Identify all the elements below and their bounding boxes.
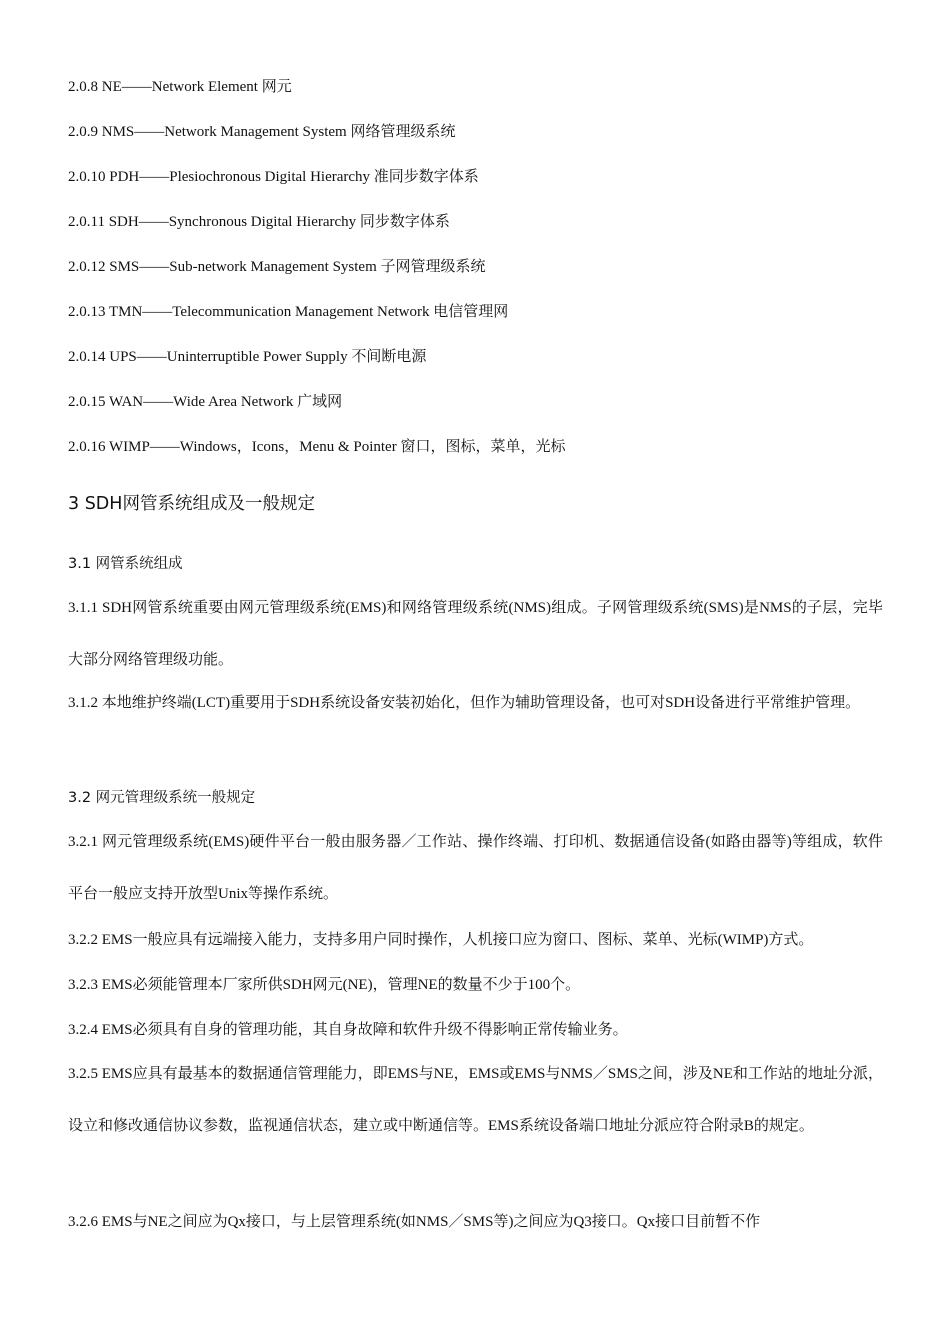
paragraph-3-1-2: 3.1.2 本地维护终端(LCT)重要用于SDH系统设备安装初始化，但作为辅助管理设备，也可对SDH设备进行平常维护管理。 — [68, 695, 861, 711]
abbreviation-tmn: 2.0.13 TMN——Telecommunication Management Network 电信管理网 — [68, 304, 509, 320]
paragraph-3-2-1: 3.2.1 网元管理级系统(EMS)硬件平台一般由服务器／工作站、操作终端、打印机、数据通信设备(如路由器等)等组成，软件平台一般应支持开放型Unix等操作系统。 — [68, 834, 883, 902]
paragraph-3-2-4: 3.2.4 EMS必须具有自身的管理功能，其自身故障和软件升级不得影响正常传输业务。 — [68, 1022, 628, 1038]
paragraph-3-2-5: 3.2.5 EMS应具有最基本的数据通信管理能力，即EMS与NE，EMS或EMS与NMS／SMS之间，涉及NE和工作站的地址分派，设立和修改通信协议参数，监视通信状态，建立或中断通信等。EMS系统设备端口地址分派应符合附录B的规定。 — [68, 1066, 883, 1134]
section-3-2-heading: 3.2 网元管理级系统一般规定 — [68, 790, 256, 806]
abbreviation-nms: 2.0.9 NMS——Network Management System 网络管理级系统 — [68, 124, 456, 140]
abbreviation-sms: 2.0.12 SMS——Sub-network Management System 子网管理级系统 — [68, 259, 486, 275]
section-3-1-heading: 3.1 网管系统组成 — [68, 556, 183, 572]
abbreviation-wan: 2.0.15 WAN——Wide Area Network 广域网 — [68, 394, 343, 410]
section-3-heading: 3 SDH网管系统组成及一般规定 — [68, 494, 315, 514]
abbreviation-sdh: 2.0.11 SDH——Synchronous Digital Hierarchy 同步数字体系 — [68, 214, 450, 230]
abbreviation-wimp: 2.0.16 WIMP——Windows，Icons，Menu & Pointer 窗口，图标，菜单，光标 — [68, 439, 566, 455]
paragraph-3-2-2: 3.2.2 EMS一般应具有远端接入能力，支持多用户同时操作，人机接口应为窗口、图标、菜单、光标(WIMP)方式。 — [68, 932, 814, 948]
abbreviation-ups: 2.0.14 UPS——Uninterruptible Power Supply 不间断电源 — [68, 349, 427, 365]
abbreviation-ne: 2.0.8 NE——Network Element 网元 — [68, 79, 292, 95]
paragraph-3-2-6: 3.2.6 EMS与NE之间应为Qx接口，与上层管理系统(如NMS／SMS等)之间应为Q3接口。Qx接口目前暂不作 — [68, 1214, 761, 1230]
abbreviation-pdh: 2.0.10 PDH——Plesiochronous Digital Hierarchy 准同步数字体系 — [68, 169, 479, 185]
paragraph-3-2-3: 3.2.3 EMS必须能管理本厂家所供SDH网元(NE)，管理NE的数量不少于100个。 — [68, 977, 581, 993]
paragraph-3-1-1: 3.1.1 SDH网管系统重要由网元管理级系统(EMS)和网络管理级系统(NMS)组成。子网管理级系统(SMS)是NMS的子层，完毕大部分网络管理级功能。 — [68, 600, 883, 668]
